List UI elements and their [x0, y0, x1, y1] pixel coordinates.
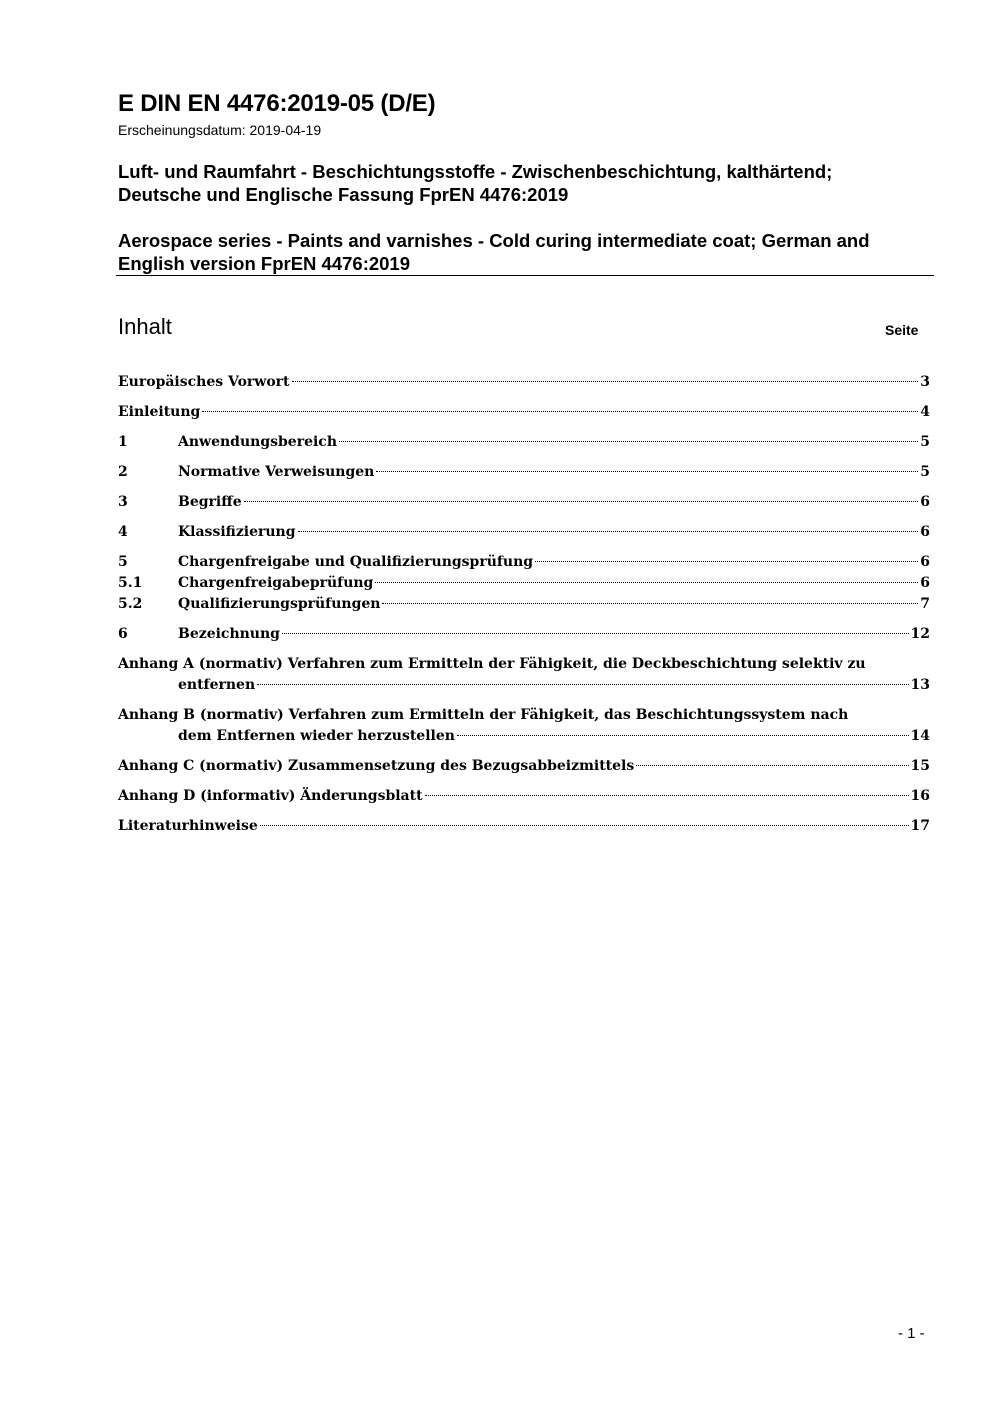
toc-entry-page: 6 — [920, 524, 930, 540]
toc-entry[interactable] — [118, 816, 930, 837]
toc-dot-leader — [260, 825, 909, 826]
toc-dot-leader — [202, 411, 918, 412]
toc-entry-label: Chargenfreigabeprüfung — [178, 575, 374, 591]
toc-entry[interactable] — [118, 573, 930, 594]
toc-dot-leader — [339, 441, 918, 442]
toc-entry-label: Literaturhinweise — [118, 818, 258, 834]
toc-entry-label: Anhang C (normativ) Zusammensetzung des Bezugsabbeizmittels — [118, 758, 635, 774]
toc-entry-page: 17 — [910, 818, 930, 834]
page-column-label: Seite — [885, 322, 919, 338]
toc-entry-page: 6 — [920, 494, 930, 510]
toc-entry-title: Anhang A (normativ) Verfahren zum Ermitteln der Fähigkeit, die Deckbeschichtung selektiv zu — [118, 656, 866, 672]
toc-entry[interactable] — [118, 402, 930, 423]
toc-entry-page: 14 — [910, 728, 930, 744]
title-german — [118, 160, 938, 206]
title-german-line-1: Luft- und Raumfahrt - Beschichtungsstoffe - Zwischenbeschichtung, kalthärtend; — [118, 161, 833, 182]
toc-entry-page: 3 — [920, 374, 930, 390]
toc-entry[interactable] — [118, 372, 930, 393]
title-english-line-1: Aerospace series - Paints and varnishes - Cold curing intermediate coat; German and — [118, 230, 870, 251]
toc-dot-leader — [244, 501, 919, 502]
toc-entry-page: 13 — [910, 677, 930, 693]
toc-entry-number: 1 — [118, 434, 128, 450]
toc-entry[interactable] — [118, 492, 930, 513]
toc-dot-leader — [257, 684, 908, 685]
page-number: - 1 - — [898, 1325, 925, 1342]
toc-dot-leader — [292, 381, 919, 382]
toc-entry-page: 7 — [920, 596, 930, 612]
toc-entry-page: 6 — [920, 554, 930, 570]
toc-dot-leader — [636, 765, 908, 766]
toc-entry-label: Bezeichnung — [178, 626, 280, 642]
toc-entry-label: entfernen — [178, 677, 256, 693]
toc-dot-leader — [376, 471, 918, 472]
toc-entry-number: 5 — [118, 554, 128, 570]
toc-entry-number: 5.1 — [118, 575, 143, 591]
toc-entry-label: Begriffe — [178, 494, 242, 510]
toc-entry-page: 16 — [910, 788, 930, 804]
toc-entry-label: Qualifizierungsprüfungen — [178, 596, 381, 612]
toc-entry-label: Chargenfreigabe und Qualifizierungsprüfung — [178, 554, 534, 570]
toc-entry-label: Normative Verweisungen — [178, 464, 375, 480]
toc-entry[interactable] — [118, 705, 930, 747]
title-german-line-2: Deutsche und Englische Fassung FprEN 4476:2019 — [118, 184, 569, 205]
toc-dot-leader — [382, 603, 918, 604]
toc-entry[interactable] — [118, 756, 930, 777]
toc-entry-number: 3 — [118, 494, 128, 510]
doc-number: E DIN EN 4476:2019-05 (D/E) — [118, 90, 436, 117]
publication-date: Erscheinungsdatum: 2019-04-19 — [118, 122, 322, 138]
toc-entry-page: 5 — [920, 464, 930, 480]
toc-dot-leader — [282, 633, 909, 634]
toc-entry-label: Anwendungsbereich — [178, 434, 337, 450]
table-of-contents — [118, 372, 930, 837]
toc-entry-title: Anhang B (normativ) Verfahren zum Ermitteln der Fähigkeit, das Beschichtungssystem nach — [118, 707, 849, 723]
toc-dot-leader — [375, 582, 918, 583]
toc-entry-label: dem Entfernen wieder herzustellen — [178, 728, 455, 744]
toc-entry[interactable] — [118, 624, 930, 645]
toc-entry-number: 6 — [118, 626, 128, 642]
toc-entry[interactable] — [118, 552, 930, 573]
toc-entry[interactable] — [118, 522, 930, 543]
header-rule — [116, 275, 934, 276]
toc-entry-label: Klassifizierung — [178, 524, 296, 540]
toc-entry-label: Europäisches Vorwort — [118, 374, 290, 390]
toc-entry[interactable] — [118, 654, 930, 696]
toc-entry-number: 4 — [118, 524, 128, 540]
toc-entry[interactable] — [118, 594, 930, 615]
toc-entry[interactable] — [118, 432, 930, 453]
toc-entry-page: 5 — [920, 434, 930, 450]
toc-dot-leader — [535, 561, 918, 562]
toc-dot-leader — [298, 531, 919, 532]
toc-dot-leader — [457, 735, 909, 736]
toc-entry-number: 2 — [118, 464, 128, 480]
toc-entry-page: 12 — [910, 626, 930, 642]
toc-entry[interactable] — [118, 786, 930, 807]
toc-entry-page: 15 — [910, 758, 930, 774]
toc-entry-page: 4 — [920, 404, 930, 420]
title-english-line-2: English version FprEN 4476:2019 — [118, 253, 411, 274]
toc-entry-number: 5.2 — [118, 596, 143, 612]
toc-entry-label: Anhang D (informativ) Änderungsblatt — [118, 788, 423, 804]
title-english — [118, 229, 938, 275]
toc-dot-leader — [425, 795, 909, 796]
toc-entry-page: 6 — [920, 575, 930, 591]
toc-entry-label: Einleitung — [118, 404, 201, 420]
toc-heading: Inhalt — [118, 314, 172, 339]
toc-entry[interactable] — [118, 462, 930, 483]
